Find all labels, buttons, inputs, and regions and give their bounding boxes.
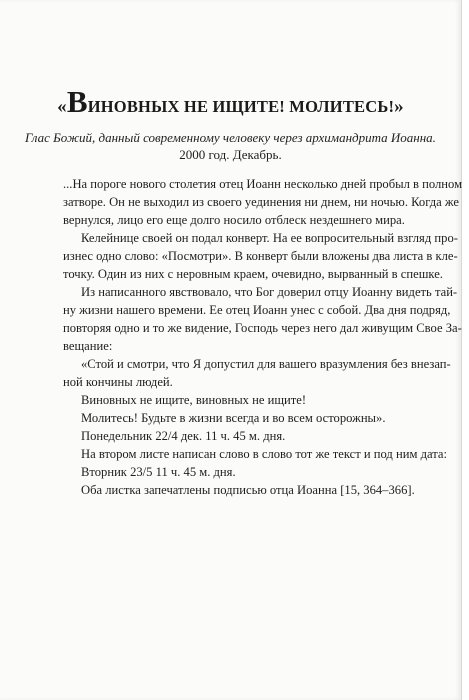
body-line: ну жизни нашего времени. Ее отец Иоанн унес с собой. Два дня подряд,: [63, 303, 451, 317]
body-line: ной кончины людей.: [63, 375, 173, 389]
body-line: вернулся, лицо его еще долго носило отблеск нездешнего мира.: [63, 213, 405, 227]
body-line: Молитесь! Будьте в жизни всегда и во всем осторожны».: [81, 411, 386, 425]
body-line: изнес одно слово: «Посмотри». В конверт были вложены два листа в кле-: [63, 249, 458, 263]
body-line: ...На пороге нового столетия отец Иоанн несколько дней пробыл в полном: [63, 177, 463, 191]
title-close-quote: »: [394, 96, 404, 117]
body-line: Оба листка запечатлены подписью отца Иоанна [15, 364–366].: [81, 483, 415, 497]
body-line: вещание:: [63, 339, 113, 353]
chapter-title: [0, 86, 461, 118]
body-line: Келейнице своей он подал конверт. На ее вопросительный взгляд про-: [81, 231, 458, 245]
body-line: Виновных не ищите, виновных не ищите!: [81, 393, 307, 407]
chapter-date: 2000 год. Декабрь.: [179, 147, 282, 162]
title-drop-letter: В: [66, 84, 88, 119]
title-text: ИНОВНЫХ НЕ ИЩИТЕ! МОЛИТЕСЬ!: [87, 97, 395, 116]
body-line: Вторник 23/5 11 ч. 45 м. дня.: [81, 465, 236, 479]
body-line: повторяя одно и то же видение, Господь через него дал живущим Свое За-: [63, 321, 462, 335]
body-line: точку. Один из них с неровным краем, очевидно, вырванный в спешке.: [63, 267, 443, 281]
body-line: затворе. Он не выходил из своего уединения ни днем, ни ночью. Когда же: [63, 195, 460, 209]
body-line: На втором листе написан слово в слово тот же текст и под ним дата:: [81, 447, 448, 461]
body-line: Из написанного явствовало, что Бог доверил отцу Иоанну видеть тай-: [81, 285, 458, 299]
body-line: «Стой и смотри, что Я допустил для вашего вразумления без внезап-: [81, 357, 451, 371]
title-open-quote: «: [57, 96, 67, 117]
body-line: Понедельник 22/4 дек. 11 ч. 45 м. дня.: [81, 429, 286, 443]
chapter-subtitle: Глас Божий, данный современному человеку через архимандрита Иоанна.: [25, 130, 436, 145]
